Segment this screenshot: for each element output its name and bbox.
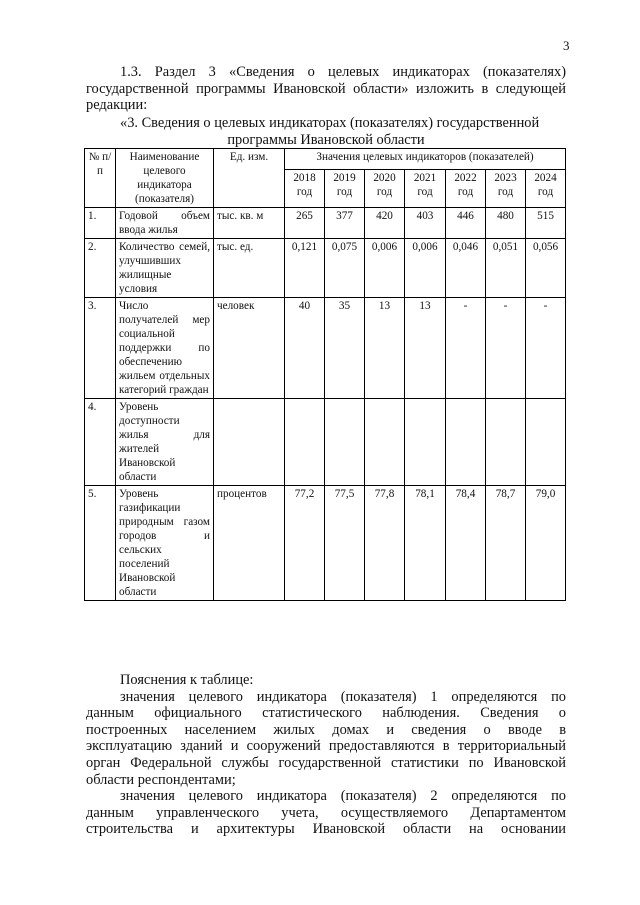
header-year: 2024 год <box>526 169 566 207</box>
note-1-line: построенных населением жилых домах и сведения о вводе в <box>86 721 566 738</box>
row-unit: тыс. кв. м <box>214 208 285 239</box>
header-year: 2023 год <box>486 169 526 207</box>
notes-title: Пояснения к таблице: <box>120 672 254 688</box>
row-indicator-name: Число получателей мер социальной поддержки по обеспечению жильем отдельных категорий граждан <box>116 298 214 399</box>
header-year: 2020 год <box>365 169 405 207</box>
row-number: 2. <box>85 239 116 298</box>
table-row <box>85 486 566 601</box>
row-value: 403 <box>405 208 446 239</box>
section-title-line-1: «3. Сведения о целевых индикаторах (показателях) государственной <box>120 115 540 131</box>
row-value: 77,8 <box>365 486 405 601</box>
row-value <box>405 399 446 486</box>
section-title <box>86 115 566 148</box>
row-value: - <box>446 298 486 399</box>
row-value: 515 <box>526 208 566 239</box>
amendment-line-3: редакции: <box>86 97 148 114</box>
row-number: 5. <box>85 486 116 601</box>
row-value <box>285 399 325 486</box>
table-row <box>85 239 566 298</box>
note-2-line: данным управленческого учета, осуществляемого Департаментом <box>86 804 566 821</box>
note-1-line: эксплуатацию зданий и сооружений предоставляются в территориальный <box>86 738 566 755</box>
row-value <box>446 399 486 486</box>
row-number: 3. <box>85 298 116 399</box>
row-value: 40 <box>285 298 325 399</box>
table-row <box>85 399 566 486</box>
header-year: 2019 год <box>325 169 365 207</box>
note-1-line: значения целевого индикатора (показателя) 1 определяются по <box>120 688 566 705</box>
row-value: 0,006 <box>365 239 405 298</box>
row-value: - <box>526 298 566 399</box>
row-value: 0,046 <box>446 239 486 298</box>
table-header-row <box>85 149 566 170</box>
row-number: 4. <box>85 399 116 486</box>
indicators-table <box>84 148 566 601</box>
row-unit: человек <box>214 298 285 399</box>
table-row <box>85 298 566 399</box>
row-value: 77,2 <box>285 486 325 601</box>
row-value: 0,006 <box>405 239 446 298</box>
note-2-line: строительства и архитектуры Ивановской области на основании <box>86 821 566 838</box>
row-value: 0,075 <box>325 239 365 298</box>
row-value: 480 <box>486 208 526 239</box>
row-value: 0,056 <box>526 239 566 298</box>
row-indicator-name: Уровень доступности жилья для жителей Ивановской области <box>116 399 214 486</box>
row-value: 0,121 <box>285 239 325 298</box>
row-value: 265 <box>285 208 325 239</box>
row-value: 446 <box>446 208 486 239</box>
row-indicator-name: Годовой объем ввода жилья <box>116 208 214 239</box>
header-year: 2022 год <box>446 169 486 207</box>
row-value <box>486 399 526 486</box>
row-value <box>526 399 566 486</box>
header-year: 2018 год <box>285 169 325 207</box>
note-1-line: области респондентами; <box>86 771 236 788</box>
row-value: 13 <box>405 298 446 399</box>
row-value: 79,0 <box>526 486 566 601</box>
amendment-paragraph <box>86 64 566 114</box>
row-indicator-name: Количество семей, улучшивших жилищные условия <box>116 239 214 298</box>
amendment-line-2: государственной программы Ивановской области» изложить в следующей <box>86 80 566 97</box>
row-value: 78,4 <box>446 486 486 601</box>
table-notes <box>86 672 566 838</box>
row-value <box>365 399 405 486</box>
header-year: 2021 год <box>405 169 446 207</box>
header-unit: Ед. изм. <box>214 149 285 208</box>
table-row <box>85 208 566 239</box>
row-value <box>325 399 365 486</box>
row-value: 420 <box>365 208 405 239</box>
row-unit: процентов <box>214 486 285 601</box>
row-value: 78,1 <box>405 486 446 601</box>
page-number: 3 <box>563 38 570 53</box>
row-value: 78,7 <box>486 486 526 601</box>
header-values: Значения целевых индикаторов (показателей) <box>285 149 566 170</box>
row-indicator-name: Уровень газификации природным газом городов и сельских поселений Ивановской области <box>116 486 214 601</box>
row-number: 1. <box>85 208 116 239</box>
row-value: 0,051 <box>486 239 526 298</box>
row-unit <box>214 399 285 486</box>
row-unit: тыс. ед. <box>214 239 285 298</box>
row-value: 13 <box>365 298 405 399</box>
amendment-line-1: 1.3. Раздел 3 «Сведения о целевых индикаторах (показателях) <box>120 64 566 80</box>
row-value: 35 <box>325 298 365 399</box>
row-value: - <box>486 298 526 399</box>
note-1-line: орган Федеральной службы государственной статистики по Ивановской <box>86 754 566 771</box>
header-number: № п/п <box>85 149 116 208</box>
note-1-line: данным официального статистического наблюдения. Сведения о <box>86 705 566 722</box>
row-value: 377 <box>325 208 365 239</box>
header-indicator-name: Наименование целевого индикатора (показателя) <box>116 149 214 208</box>
row-value: 77,5 <box>325 486 365 601</box>
note-2-line: значения целевого индикатора (показателя) 2 определяются по <box>120 788 566 805</box>
section-title-line-2: программы Ивановской области <box>227 131 425 148</box>
